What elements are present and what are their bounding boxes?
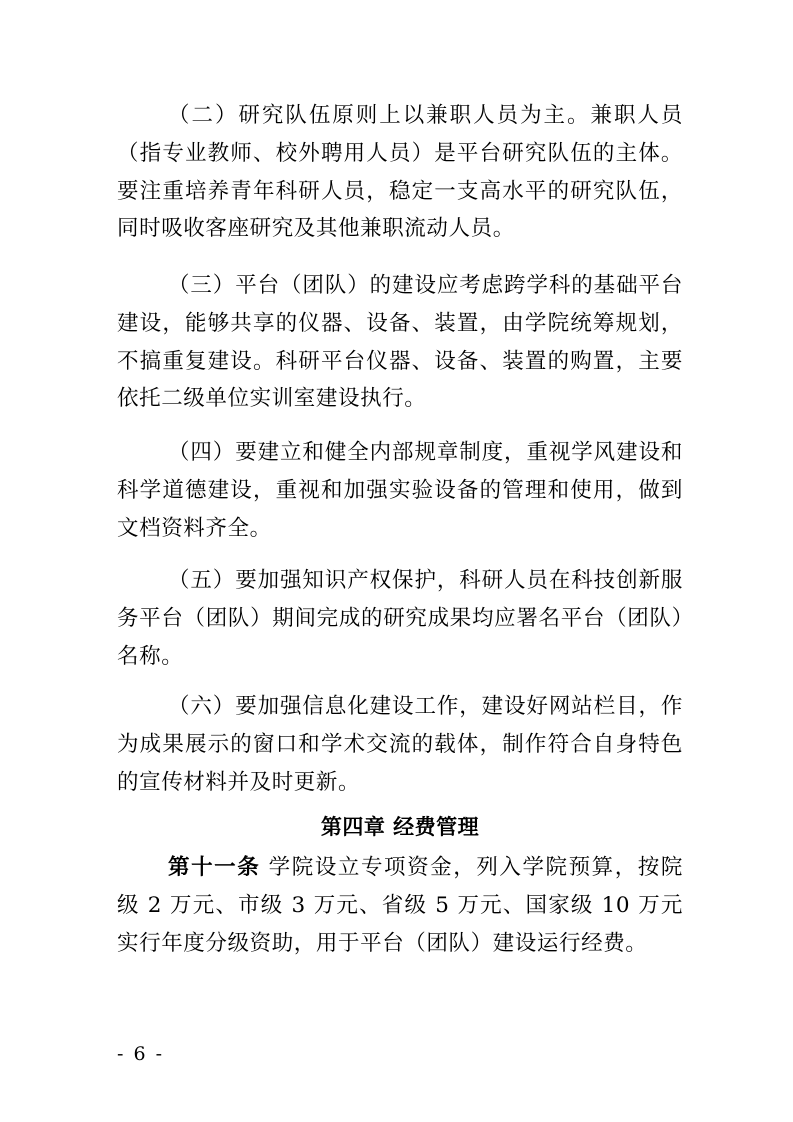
- paragraph-platform-construction: （三）平台（团队）的建设应考虑跨学科的基础平台建设，能够共享的仪器、设备、装置，由学院统筹规划，不搞重复建设。科研平台仪器、设备、装置的购置，主要依托二级单位实训室建设执行。: [117, 273, 683, 412]
- article-eleven: [117, 849, 683, 962]
- paragraph-research-team: （二）研究队伍原则上以兼职人员为主。兼职人员（指专业教师、校外聘用人员）是平台研究队伍的主体。要注重培养青年科研人员，稳定一支高水平的研究队伍，同时吸收客座研究及其他兼职流动人员。: [117, 103, 683, 242]
- chapter-heading: 第四章 经费管理: [320, 815, 480, 839]
- article-text: 学院设立专项资金，列入学院预算，按院级 2 万元、市级 3 万元、省级 5 万元、国家级 10 万元实行年度分级资助，用于平台（团队）建设运行经费。: [117, 855, 683, 956]
- page-number: - 6 -: [117, 1043, 165, 1065]
- paragraph-informatization: （六）要加强信息化建设工作，建设好网站栏目，作为成果展示的窗口和学术交流的载体，制作符合自身特色的宣传材料并及时更新。: [117, 694, 683, 795]
- paragraph-internal-rules: （四）要建立和健全内部规章制度，重视学风建设和科学道德建设，重视和加强实验设备的管理和使用，做到文档资料齐全。: [117, 440, 683, 541]
- article-label: 第十一条: [168, 855, 261, 880]
- paragraph-ip-protection: （五）要加强知识产权保护，科研人员在科技创新服务平台（团队）期间完成的研究成果均应署名平台（团队）名称。: [117, 568, 683, 669]
